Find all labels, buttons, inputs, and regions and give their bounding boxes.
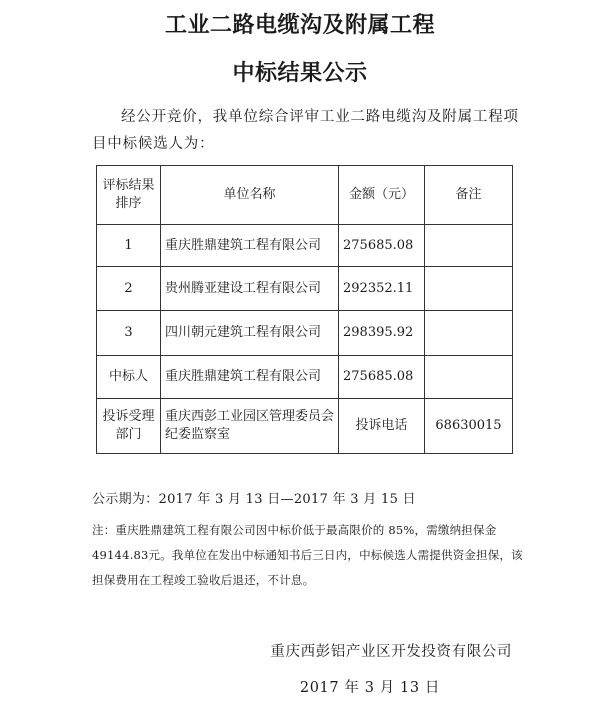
row-amount: 292352.11 [339, 267, 425, 311]
complaint-label: 投诉受理部门 [97, 399, 161, 454]
complaint-phone-label: 投诉电话 [339, 399, 425, 454]
row-remark [425, 225, 513, 267]
signer-company: 重庆西彭铝产业区开发投资有限公司 [270, 644, 512, 660]
winner-remark [425, 356, 513, 399]
row-remark [425, 311, 513, 356]
table-row [97, 225, 513, 267]
header-amount: 金额（元） [339, 166, 425, 225]
winner-amount: 275685.08 [339, 356, 425, 399]
intro-paragraph: 经公开竞价，我单位综合评审工业二路电缆沟及附属工程项目中标候选人为： [92, 109, 519, 152]
bid-results-table [96, 165, 513, 454]
row-rank: 2 [97, 267, 161, 311]
winner-row [97, 356, 513, 399]
header-rank: 评标结果排序 [97, 166, 161, 225]
row-amount: 298395.92 [339, 311, 425, 356]
winner-label: 中标人 [97, 356, 161, 399]
row-remark [425, 267, 513, 311]
document-subtitle: 中标结果公示 [232, 61, 368, 86]
header-company: 单位名称 [161, 166, 339, 225]
complaint-row [97, 399, 513, 454]
table-row [97, 311, 513, 356]
publicity-period: 公示期为：2017 年 3 月 13 日—2017 年 3 月 15 日 [92, 492, 416, 507]
row-amount: 275685.08 [339, 225, 425, 267]
table-row [97, 267, 513, 311]
complaint-department: 重庆西彭工业园区管理委员会纪委监察室 [161, 399, 339, 454]
table-header-row [97, 166, 513, 225]
row-company: 重庆胜鼎建筑工程有限公司 [161, 225, 339, 267]
row-rank: 1 [97, 225, 161, 267]
header-remark: 备注 [425, 166, 513, 225]
winner-company: 重庆胜鼎建筑工程有限公司 [161, 356, 339, 399]
guarantee-note: 注：重庆胜鼎建筑工程有限公司因中标价低于最高限价的 85%，需缴纳担保金 49144.83元。我单位在发出中标通知书后三日内，中标候选人需提供资金担保，该担保费用在工程竣工验收后退还，不计息。 [92, 523, 523, 587]
document-title: 工业二路电缆沟及附属工程 [164, 13, 435, 38]
row-rank: 3 [97, 311, 161, 356]
row-company: 四川朝元建筑工程有限公司 [161, 311, 339, 356]
complaint-phone: 68630015 [425, 399, 513, 454]
signing-date: 2017 年 3 月 13 日 [299, 680, 440, 696]
row-company: 贵州腾亚建设工程有限公司 [161, 267, 339, 311]
